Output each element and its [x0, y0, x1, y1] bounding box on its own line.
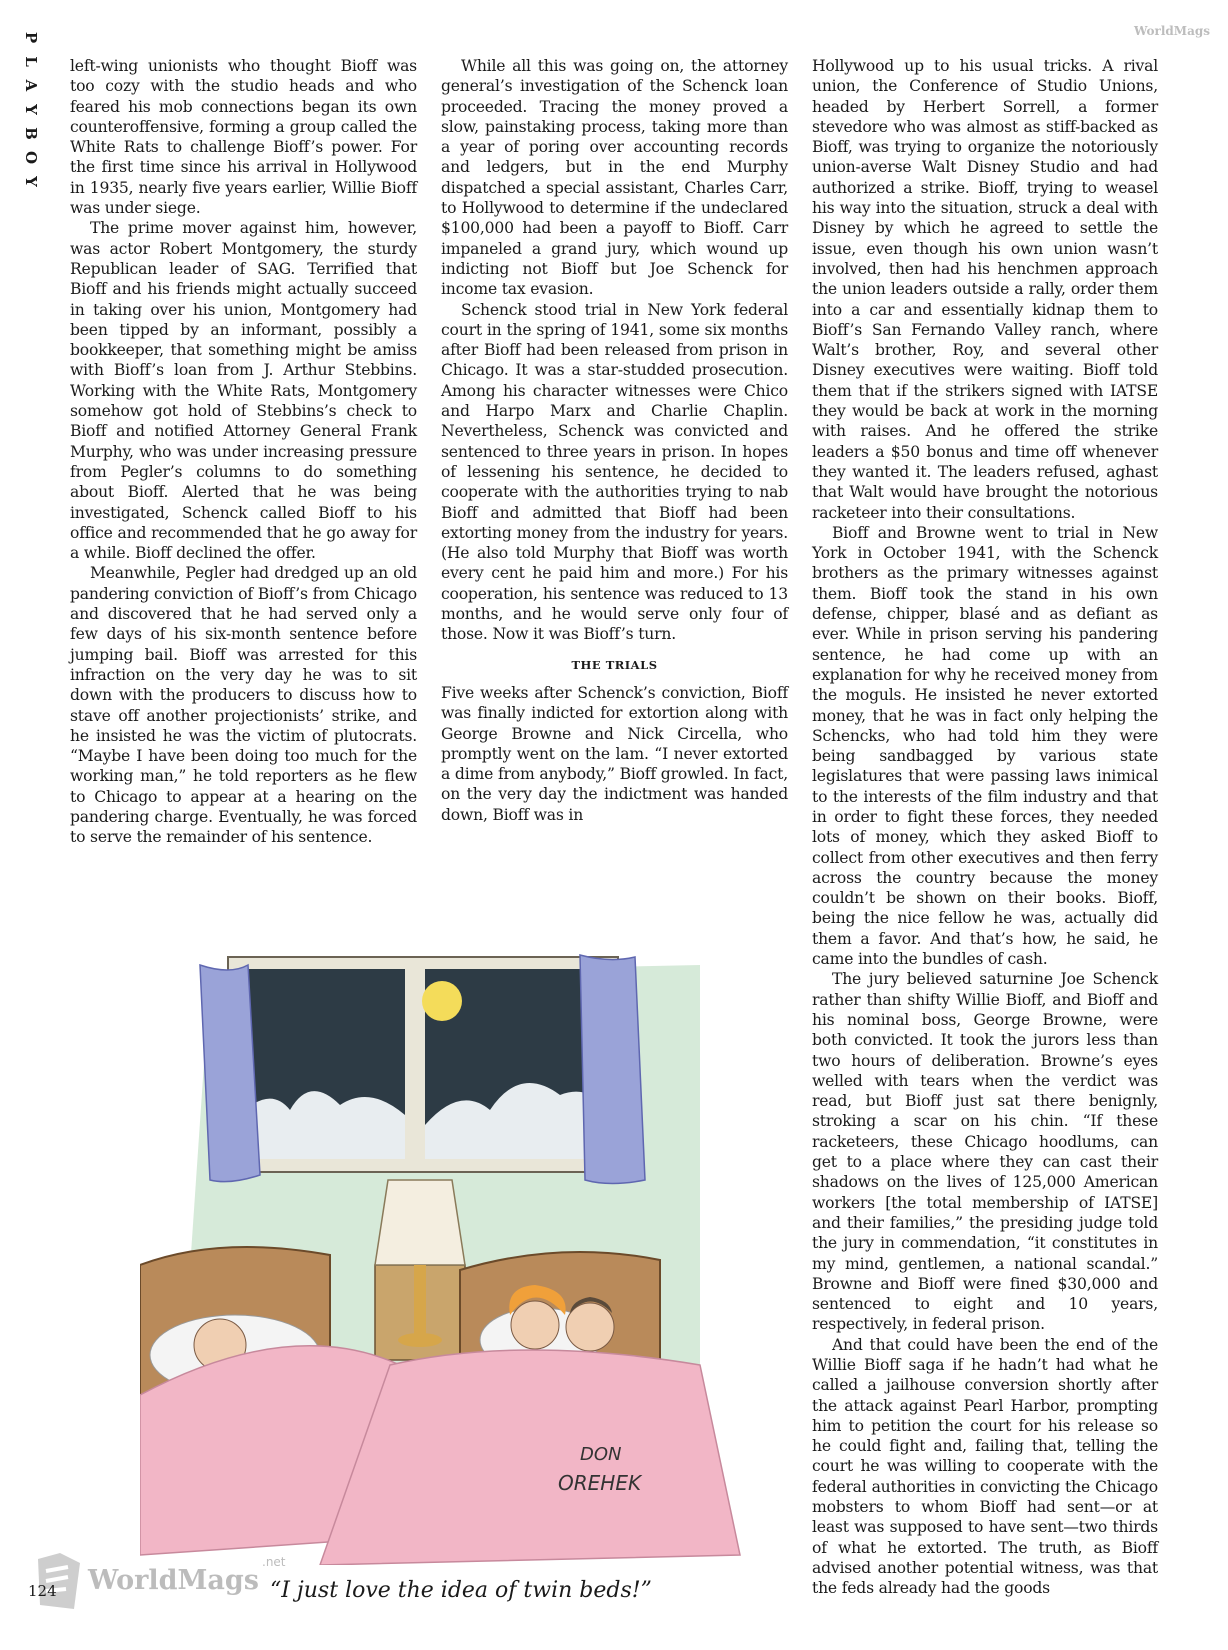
- magazine-name: P L A Y B O Y: [22, 31, 40, 188]
- paragraph: Schenck stood trial in New York federal court in the spring of 1941, some six months after Bioff had been released from prison in Chicago. It was a star-studded prosecution. Among his character witnesses were Chico and Harpo Marx and Charlie Chaplin. Nevertheless, Schenck was convicted and sentenced to three years in prison. In hopes of lessening his sentence, he decided to cooperate with the authorities trying to nab Bioff and admitted that Bioff had been extorting money from the industry for years. (He also told Murphy that Bioff was worth every cent he paid him and more.) For his cooperation, his sentence was reduced to 13 months, and he would serve only four of those. Now it was Bioff’s turn.: [441, 300, 788, 644]
- woman-head: [511, 1301, 559, 1349]
- watermark-top: WorldMags: [1134, 24, 1210, 38]
- paragraph: And that could have been the end of the Willie Bioff saga if he hadn’t had what he called a jailhouse conversion shortly after the attack against Pearl Harbor, prompting him to petition the court for his release so he could fight and, failing that, telling the court he was willing to cooperate with the federal authorities in convicting the Chicago mobsters to whom Bioff had sent—or at least was supposed to have sent—two thirds of what he extorted. The truth, as Bioff advised another potential witness, was that the feds already had the goods: [812, 1335, 1158, 1598]
- cartoon-caption: “I just love the idea of twin beds!”: [270, 1578, 652, 1603]
- section-subhead: THE TRIALS: [571, 657, 658, 672]
- artist-signature-line2: OREHEK: [558, 1471, 642, 1495]
- paragraph: Five weeks after Schenck’s conviction, Bioff was finally indicted for extortion along with George Browne and Nick Circella, who promptly went on the lam. “I never extorted a dime from anybody,” Bioff growled. In fact, on the very day the indictment was handed down, Bioff was in: [441, 683, 788, 824]
- article-column-3: [812, 56, 1158, 1599]
- watermark-text: WorldMags: [88, 1565, 259, 1596]
- lamp-foot: [398, 1333, 442, 1347]
- moon: [422, 981, 462, 1021]
- paragraph: left-wing unionists who thought Bioff was too cozy with the studio heads and who feared his mob connections began its own counteroffensive, forming a group called the White Rats to challenge Bioff’s power. For the first time since his arrival in Hollywood in 1935, nearly five years earlier, Willie Bioff was under siege.: [70, 57, 417, 218]
- paragraph: Hollywood up to his usual tricks. A rival union, the Conference of Studio Unions, headed by Herbert Sorrell, a former stevedore who was almost as stiff-backed as Bioff, was trying to organize the notoriously union-averse Walt Disney Studio and had authorized a strike. Bioff, trying to weasel his way into the situation, struck a deal with Disney by which he agreed to settle the issue, even though his own union wasn’t involved, then had his henchmen approach the union leaders outside a rally, order them into a car and essentially kidnap them to Bioff’s San Fernando Valley ranch, where Walt’s brother, Roy, and several other Disney executives were waiting. Bioff told them that if the strikers signed with IATSE they would be back at work in the morning with raises. And he offered the strike leaders a $50 bonus and time off whenever they wanted it. The leaders refused, aghast that Walt would have brought the notorious racketeer into their consultations.: [812, 57, 1158, 522]
- man-head: [566, 1303, 614, 1351]
- watermark-suffix: .net: [262, 1555, 286, 1569]
- watermark-logo: [30, 1545, 286, 1615]
- paragraph: The jury believed saturnine Joe Schenck rather than shifty Willie Bioff, and Bioff and his nominal boss, George Browne, were both convicted. It took the jurors less than two hours of deliberation. Browne’s eyes welled with tears when the verdict was read, but Bioff just sat there benignly, stroking a scar on his chin. “If these racketeers, these Chicago hoodlums, can get to a place where they can cast their shadows on the lives of 125,000 American workers [the total membership of IATSE] and their families,” the presiding judge told the jury in commendation, “it constitutes in my mind, gentlemen, a national scandal.” Browne and Bioff were fined $30,000 and sentenced to eight and 10 years, respectively, in federal prison.: [812, 970, 1158, 1334]
- paragraph: The prime mover against him, however, was actor Robert Montgomery, the sturdy Republican leader of SAG. Terrified that Bioff and his friends might actually succeed in taking over his union, Montgomery had been tipped by an informant, possibly a bookkeeper, that something might be amiss with Bioff’s loan from J. Arthur Stebbins. Working with the White Rats, Montgomery somehow got hold of Stebbins’s check to Bioff and notified Attorney General Frank Murphy, who was under increasing pressure from Pegler’s columns to do something about Bioff. Alerted that he was being investigated, Schenck called Bioff to his office and recommended that he go away for a while. Bioff declined the offer.: [70, 219, 417, 563]
- snowy-hills-left: [240, 1091, 405, 1159]
- article-column-1: [70, 56, 417, 848]
- lamp-base: [414, 1265, 426, 1335]
- lamp-shade: [375, 1180, 465, 1265]
- page-number: 124: [28, 1582, 57, 1600]
- article-column-2: [441, 56, 788, 825]
- paragraph: Meanwhile, Pegler had dredged up an old pandering conviction of Bioff’s from Chicago and discovered that he had served only a few days of his six-month sentence before jumping bail. Bioff was arrested for this infraction on the very day he was to sit down with the producers to discuss how to stave off another projectionists’ strike, and he insisted he was the victim of plutocrats. “Maybe I have been doing too much for the working man,” he told reporters as he flew to Chicago to appear at a hearing on the pandering charge. Eventually, he was forced to serve the remainder of his sentence.: [70, 564, 417, 847]
- paragraph: While all this was going on, the attorney general’s investigation of the Schenck loan proceeded. Tracing the money proved a slow, painstaking process, taking more than a year of poring over accounting records and ledgers, but in the end Murphy dispatched a special assistant, Charles Carr, to Hollywood to determine if the undeclared $100,000 had been a payoff to Bioff. Carr impaneled a grand jury, which wound up indicting not Bioff but Joe Schenck for income tax evasion.: [441, 57, 788, 299]
- artist-signature-line1: DON: [580, 1444, 622, 1465]
- curtain-right: [580, 955, 645, 1184]
- worldmags-icon: [30, 1549, 84, 1613]
- cartoon-illustration: [140, 935, 758, 1565]
- paragraph: Bioff and Browne went to trial in New York in October 1941, with the Schenck brothers as the primary witnesses against them. Bioff took the stand in his own defense, chipper, blasé and as defiant as ever. While in prison serving his pandering sentence, he had come up with an explanation for why he received money from the moguls. He insisted he never extorted money, that he was in fact only helping the Schencks, who had told him they were being sandbagged by various state legislatures that were passing laws inimical to the interests of the film industry and that in order to fight these forces, they needed lots of money, which they asked Bioff to collect from other executives and then ferry across the country because the money couldn’t be shown on their books. Bioff, being the nice fellow he was, actually did them a favor. And that’s how, he said, he came into the bundles of cash.: [812, 523, 1158, 969]
